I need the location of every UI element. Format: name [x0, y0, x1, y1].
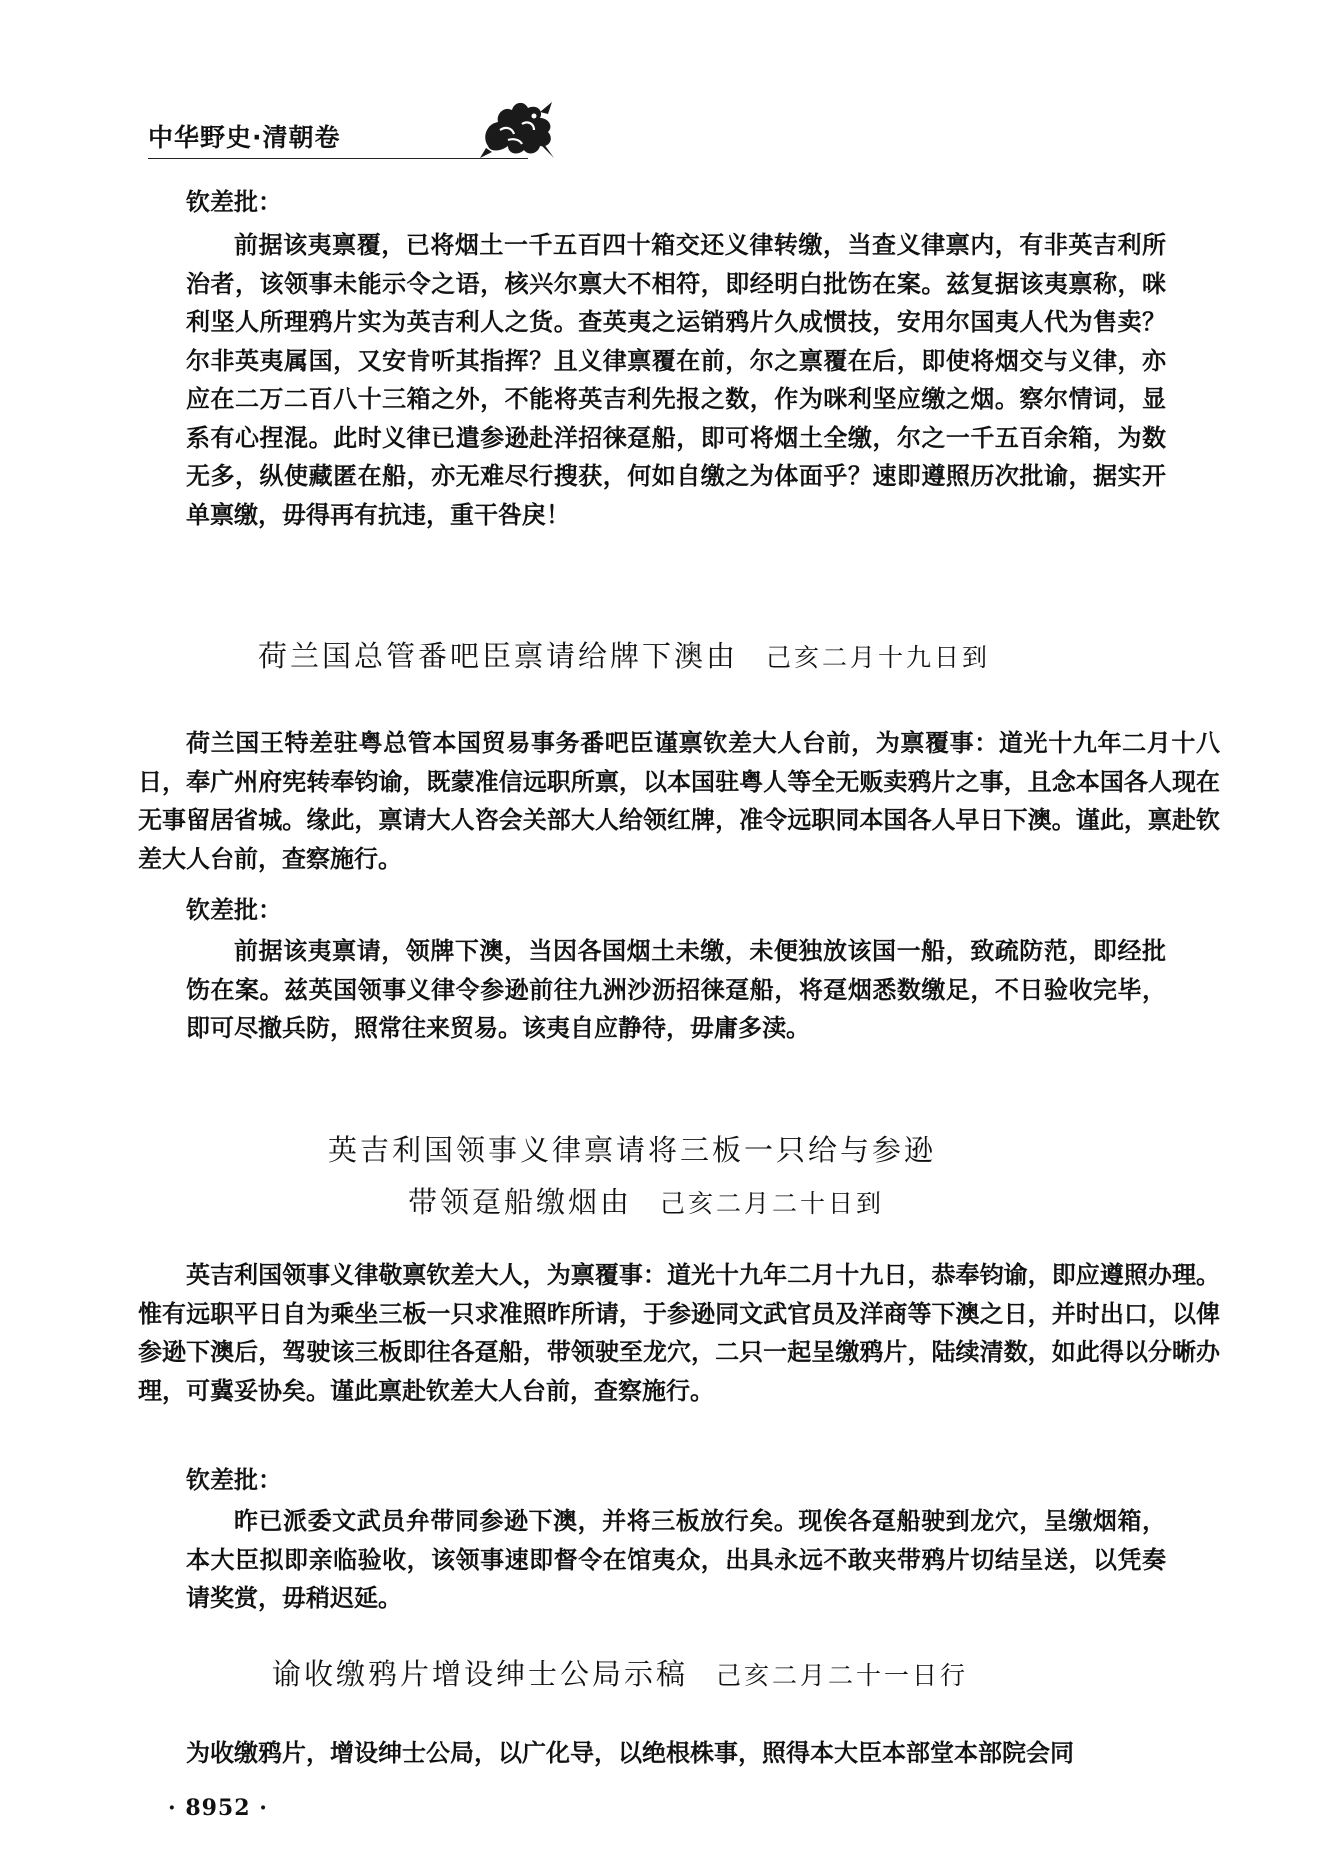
pi-label: 钦差批：: [186, 895, 282, 924]
heading-text: 荷兰国总管番吧臣禀请给牌下澳由: [258, 639, 739, 673]
body-text: 为收缴鸦片，增设绅士公局，以广化导，以绝根株事，照得本大臣本部堂本部院会同: [186, 1738, 1074, 1767]
pi-label: 钦差批：: [186, 1465, 282, 1494]
section-heading: [272, 1652, 968, 1693]
pi-text: 前据该夷禀请，领牌下澳，当因各国烟土未缴，未便独放该国一船，致疏防范，即经批饬在案。兹英国领事义律令参逊前往九洲沙沥招徕趸船，将趸烟悉数缴足，不日验收完毕，即可尽撤兵防，照常往来贸易。该夷自应静待，毋庸多渎。: [186, 936, 1166, 1042]
heading-text: 谕收缴鸦片增设绅士公局示稿: [272, 1657, 689, 1691]
book-title: 中华野史·清朝卷: [148, 123, 341, 152]
pi-text: 昨已派委文武员弁带同参逊下澳，并将三板放行矣。现俟各趸船驶到龙穴，呈缴烟箱，本大臣拟即亲临验收，该领事速即督令在馆夷众，出具永远不敢夹带鸦片切结呈送，以凭奏请奖赏，毋稍迟延。: [186, 1506, 1166, 1612]
heading-text: 带领趸船缴烟由: [408, 1185, 633, 1219]
page-number: · 8952 ·: [168, 1795, 268, 1821]
section-heading-line2: [408, 1180, 884, 1221]
header-rule: [148, 158, 528, 159]
pi-label: 钦差批：: [186, 187, 282, 216]
section-heading: [258, 634, 990, 675]
body-text: 荷兰国王特差驻粤总管本国贸易事务番吧臣谨禀钦差大人台前，为禀覆事：道光十九年二月十八日，奉广州府宪转奉钧谕，既蒙准信远职所禀，以本国驻粤人等全无贩卖鸦片之事，且念本国各人现在无事留居省城。缘此，禀请大人咨会关部大人给领红牌，准令远职同本国各人早日下澳。谨此，禀赴钦差大人台前，查察施行。: [138, 728, 1220, 873]
pi-text: 前据该夷禀覆，已将烟土一千五百四十箱交还义律转缴，当查义律禀内，有非英吉利所治者，该领事未能示令之语，核兴尔禀大不相符，即经明白批饬在案。兹复据该夷禀称，咪利坚人所理鸦片实为英吉利人之货。查英夷之运销鸦片久成惯技，安用尔国夷人代为售卖？尔非英夷属国，又安肯听其指挥？且义律禀覆在前，尔之禀覆在后，即使将烟交与义律，亦应在二万二百八十三箱之外，不能将英吉利先报之数，作为咪利坚应缴之烟。察尔情词，显系有心捏混。此时义律已遣参逊赴洋招徕趸船，即可将烟土全缴，尔之一千五百余箱，为数无多，纵使藏匿在船，亦无难尽行搜获，何如自缴之为体面乎？速即遵照历次批谕，据实开单禀缴，毋得再有抗违，重干咎戾！: [186, 230, 1166, 529]
dragon-emblem-icon: [478, 94, 560, 162]
heading-date: 己亥二月十九日到: [766, 643, 991, 672]
heading-date: 己亥二月二十一日行: [716, 1661, 969, 1690]
heading-date: 己亥二月二十日到: [660, 1189, 885, 1218]
section-heading-line1: 英吉利国领事义律禀请将三板一只给与参逊: [328, 1133, 937, 1167]
body-text: 英吉利国领事义律敬禀钦差大人，为禀覆事：道光十九年二月十九日，恭奉钧谕，即应遵照办理。惟有远职平日自为乘坐三板一只求准照昨所请，于参逊同文武官员及洋商等下澳之日，并时出口，以俾参逊下澳后，驾驶该三板即往各趸船，带领驶至龙穴，二只一起呈缴鸦片，陆续清数，如此得以分晰办理，可冀妥协矣。谨此禀赴钦差大人台前，查察施行。: [138, 1260, 1220, 1405]
